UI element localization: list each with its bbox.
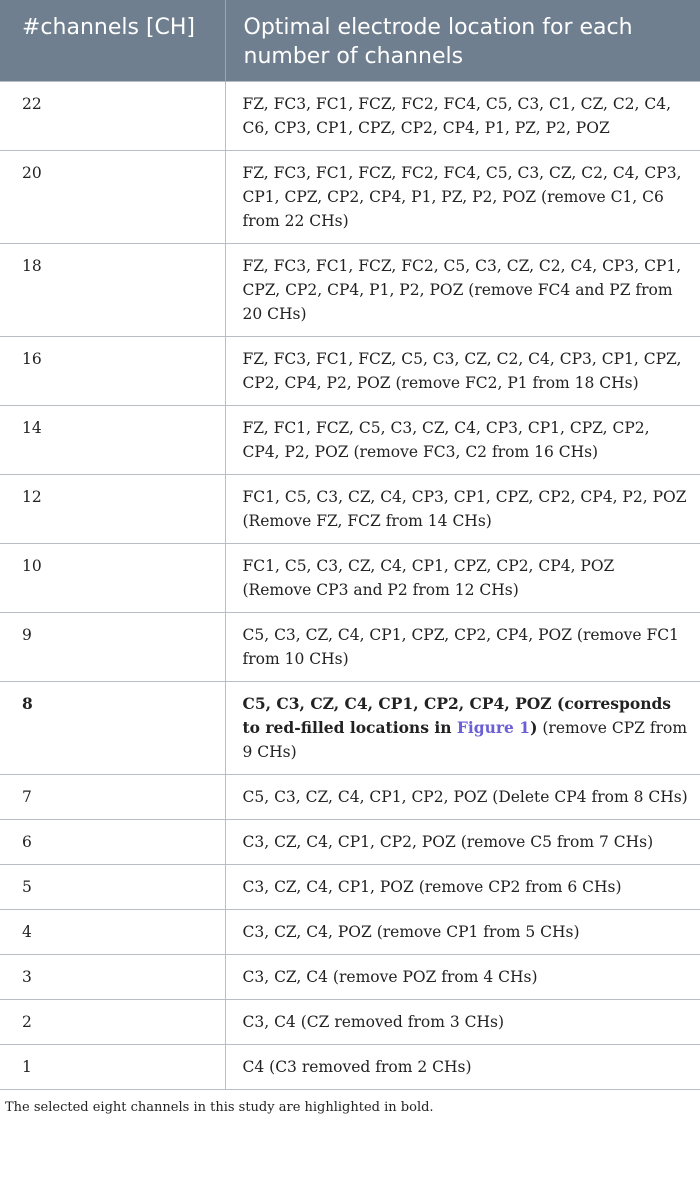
table-row xyxy=(0,544,700,613)
header-channels: #channels [CH] xyxy=(0,0,225,82)
electrode-locations xyxy=(225,682,700,775)
electrode-locations: C4 (C3 removed from 2 CHs) xyxy=(225,1045,700,1090)
table-row xyxy=(0,613,700,682)
removal-note: (remove CPZ from 9 CHs) xyxy=(242,719,688,761)
table-row xyxy=(0,406,700,475)
electrode-locations: C3, CZ, C4, CP1, POZ (remove CP2 from 6 CHs) xyxy=(225,865,700,910)
channel-count: 4 xyxy=(0,910,225,955)
channel-count: 9 xyxy=(0,613,225,682)
electrode-locations: C3, CZ, C4 (remove POZ from 4 CHs) xyxy=(225,955,700,1000)
electrode-locations: C3, CZ, C4, POZ (remove CP1 from 5 CHs) xyxy=(225,910,700,955)
figure-1-link[interactable]: Figure 1 xyxy=(456,718,531,737)
table-row xyxy=(0,475,700,544)
channel-count: 16 xyxy=(0,337,225,406)
channel-count: 10 xyxy=(0,544,225,613)
channel-count: 14 xyxy=(0,406,225,475)
table-row xyxy=(0,337,700,406)
channel-count: 8 xyxy=(0,682,225,775)
channel-count: 3 xyxy=(0,955,225,1000)
channel-count: 2 xyxy=(0,1000,225,1045)
electrode-locations: FC1, C5, C3, CZ, C4, CP1, CPZ, CP2, CP4, POZ (Remove CP3 and P2 from 12 CHs) xyxy=(225,544,700,613)
electrode-locations: FZ, FC3, FC1, FCZ, FC2, FC4, C5, C3, CZ, C2, C4, CP3, CP1, CPZ, CP2, CP4, P1, PZ, P2, POZ (remove C1, C6 from 22 CHs) xyxy=(225,151,700,244)
table-body xyxy=(0,82,700,1090)
table-row xyxy=(0,244,700,337)
table-header xyxy=(0,0,700,82)
table-row xyxy=(0,1000,700,1045)
electrode-locations: FZ, FC3, FC1, FCZ, FC2, C5, C3, CZ, C2, C4, CP3, CP1, CPZ, CP2, CP4, P1, P2, POZ (remove FC4 and PZ from 20 CHs) xyxy=(225,244,700,337)
table-row xyxy=(0,151,700,244)
channel-count: 5 xyxy=(0,865,225,910)
electrode-locations: C3, CZ, C4, CP1, CP2, POZ (remove C5 from 7 CHs) xyxy=(225,820,700,865)
table-row xyxy=(0,955,700,1000)
table-row xyxy=(0,1045,700,1090)
electrode-locations: FZ, FC3, FC1, FCZ, C5, C3, CZ, C2, C4, CP3, CP1, CPZ, CP2, CP4, P2, POZ (remove FC2, P1 from 18 CHs) xyxy=(225,337,700,406)
table-row xyxy=(0,820,700,865)
channel-count: 12 xyxy=(0,475,225,544)
header-locations: Optimal electrode location for each number of channels xyxy=(225,0,700,82)
electrode-locations: FC1, C5, C3, CZ, C4, CP3, CP1, CPZ, CP2, CP4, P2, POZ (Remove FZ, FCZ from 14 CHs) xyxy=(225,475,700,544)
table-row xyxy=(0,82,700,151)
channel-count: 6 xyxy=(0,820,225,865)
electrode-locations: C3, C4 (CZ removed from 3 CHs) xyxy=(225,1000,700,1045)
channel-count: 7 xyxy=(0,775,225,820)
electrode-locations: C5, C3, CZ, C4, CP1, CPZ, CP2, CP4, POZ (remove FC1 from 10 CHs) xyxy=(225,613,700,682)
channel-count: 18 xyxy=(0,244,225,337)
channel-count: 1 xyxy=(0,1045,225,1090)
electrode-locations: C5, C3, CZ, C4, CP1, CP2, POZ (Delete CP4 from 8 CHs) xyxy=(225,775,700,820)
electrode-locations: FZ, FC3, FC1, FCZ, FC2, FC4, C5, C3, C1, CZ, C2, C4, C6, CP3, CP1, CPZ, CP2, CP4, P1, PZ, P2, POZ xyxy=(225,82,700,151)
table-row xyxy=(0,775,700,820)
table-row-selected xyxy=(0,682,700,775)
channel-count: 22 xyxy=(0,82,225,151)
header-row xyxy=(0,0,700,82)
table-footnote: The selected eight channels in this study are highlighted in bold. xyxy=(5,1100,434,1115)
selected-locations-close: ) xyxy=(530,718,538,737)
channel-count: 20 xyxy=(0,151,225,244)
table-row xyxy=(0,865,700,910)
selected-locations-text: C5, C3, CZ, C4, CP1, CP2, CP4, POZ (corresponds to red-filled locations in xyxy=(242,694,672,737)
table-row xyxy=(0,910,700,955)
electrode-locations: FZ, FC1, FCZ, C5, C3, CZ, C4, CP3, CP1, CPZ, CP2, CP4, P2, POZ (remove FC3, C2 from 16 CHs) xyxy=(225,406,700,475)
